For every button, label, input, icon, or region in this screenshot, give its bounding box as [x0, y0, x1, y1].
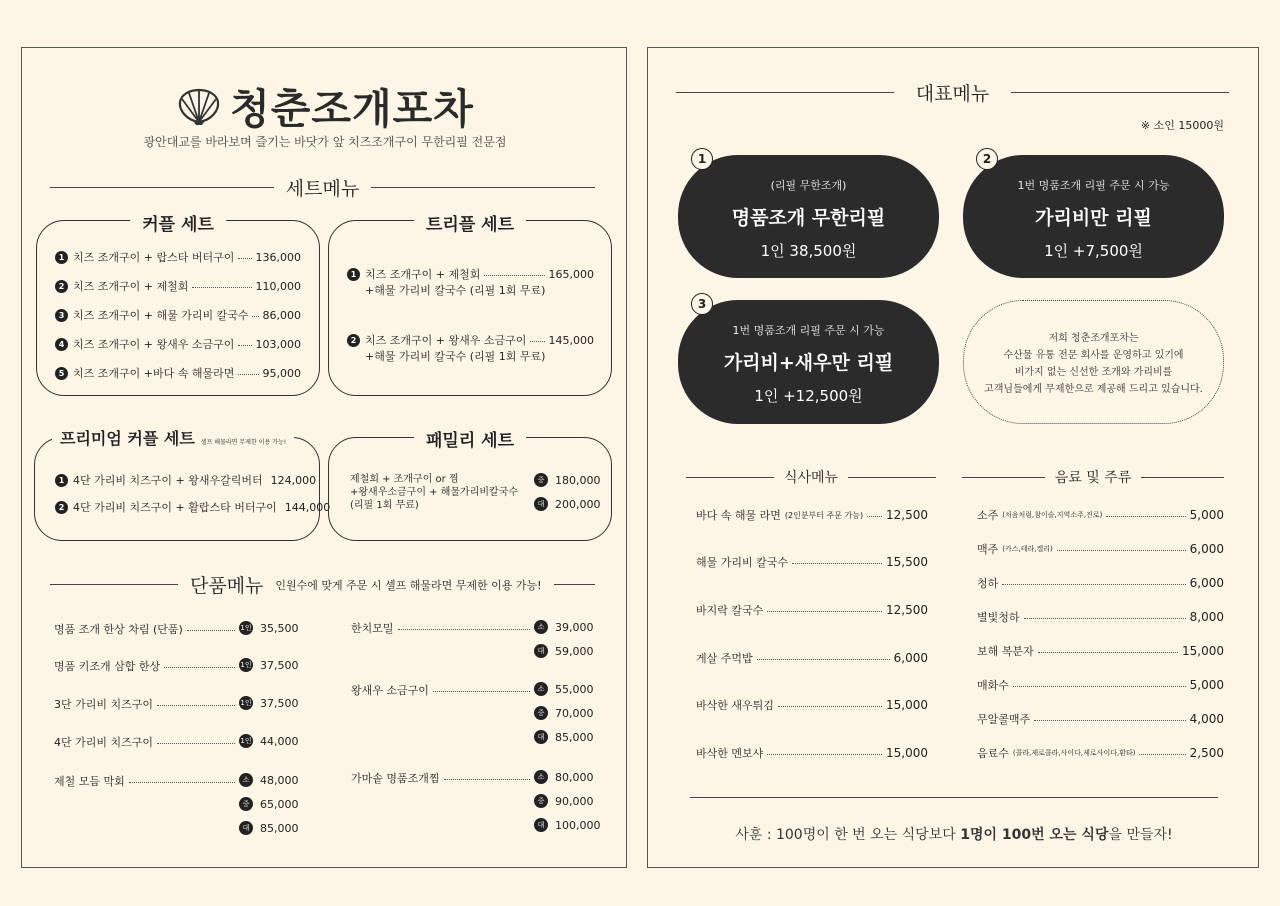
- couple-set-title: 커플 세트: [130, 210, 226, 235]
- size-badge: 대: [534, 497, 548, 511]
- leader-dots: [157, 743, 235, 744]
- about-line: 수산물 유통 전문 회사를 운영하고 있기에: [1003, 350, 1184, 361]
- card-price: 1인 +7,500원: [1044, 242, 1143, 260]
- card-number-3: 3: [691, 293, 713, 315]
- single-menu-note: 인원수에 맞게 주문 시 셀프 해물라면 무제한 이용 가능!: [275, 578, 542, 592]
- size-badge: 소: [239, 773, 253, 787]
- drink-row: [977, 677, 1224, 693]
- item-name: 해물 가리비 칼국수: [696, 556, 789, 569]
- single-menu-row: [54, 658, 239, 674]
- card-note: 1번 명품조개 리필 주문 시 가능: [1017, 179, 1170, 192]
- item-price: 37,500: [260, 696, 299, 710]
- single-menu-row: [54, 773, 239, 789]
- leader-dots: [164, 667, 235, 668]
- card-price: 1인 +12,500원: [754, 387, 863, 405]
- single-menu-price: [534, 644, 594, 658]
- family-line: 제철회 + 조개구이 or 찜: [350, 474, 459, 485]
- about-box: [963, 300, 1224, 424]
- signature-card-3: [678, 300, 939, 424]
- size-badge: 소: [534, 770, 548, 784]
- leader-dots: [1139, 754, 1185, 755]
- item-price: 15,000: [886, 698, 928, 712]
- leader-dots: [187, 630, 235, 631]
- item-name: 바다 속 해물 라면: [696, 509, 781, 522]
- item-price: 5,000: [1189, 508, 1224, 522]
- card-name: 가리비만 리필: [1035, 207, 1152, 229]
- item-name: 4단 가리비 치즈구이 + 왕새우갈릭버터: [73, 474, 263, 487]
- item-name: 별빛청하: [977, 611, 1020, 624]
- item-number: 3: [55, 309, 68, 322]
- leader-dots: [867, 516, 882, 517]
- item-name: 제철 모듬 막회: [54, 775, 125, 788]
- leader-dots: [192, 287, 251, 288]
- drink-row: [977, 507, 1224, 523]
- size-badge: 소: [534, 620, 548, 634]
- card-name: 가리비+새우만 리필: [723, 352, 894, 374]
- item-price: 70,000: [555, 706, 594, 720]
- leader-dots: [444, 779, 530, 780]
- drink-row: [977, 541, 1224, 557]
- item-price: 65,000: [260, 797, 299, 811]
- leader-dots: [1013, 686, 1186, 687]
- size-badge: 중: [534, 706, 548, 720]
- signature-card-1: [678, 155, 939, 278]
- family-line: +왕새우소금구이 + 해물가리비칼국수: [350, 487, 519, 498]
- signature-title: 대표메뉴: [915, 83, 990, 105]
- item-name: 치즈 조개구이 + 해물 가리비 칼국수: [73, 309, 249, 322]
- about-line: 비가지 없는 신선한 조개와 가리비를: [1014, 367, 1173, 378]
- brand-title: 청춘조개포차: [230, 85, 474, 133]
- item-note: (처음처럼,참이슬,지역소주,진로): [1002, 511, 1103, 519]
- card-price: 1인 38,500원: [760, 242, 857, 260]
- motto-post: 을 만들자!: [1108, 827, 1173, 843]
- item-price: 12,500: [886, 603, 928, 617]
- item-price: 44,000: [260, 734, 299, 748]
- leader-dots: [1002, 584, 1185, 585]
- single-menu-price: [534, 620, 594, 634]
- item-number: 4: [55, 338, 68, 351]
- item-name-line2: +해물 가리비 칼국수 (리필 1회 무료): [365, 350, 546, 363]
- item-name: 보해 복분자: [977, 645, 1034, 658]
- leader-dots: [252, 316, 258, 317]
- item-number: 2: [55, 501, 68, 514]
- item-price: 85,000: [555, 730, 594, 744]
- leader-dots: [1106, 516, 1185, 517]
- motto-bold: 1명이 100번 오는 식당: [960, 827, 1109, 843]
- motto-pre: 사훈 : 100명이 한 번 오는 식당보다: [735, 827, 961, 843]
- family-line: (리필 1회 무료): [350, 500, 419, 511]
- family-price-row: [534, 473, 601, 487]
- item-price: 144,000: [284, 500, 331, 514]
- signature-card-2: [963, 155, 1224, 278]
- single-menu-price: [239, 821, 299, 835]
- meal-row: [696, 745, 928, 761]
- item-price: 90,000: [555, 794, 594, 808]
- item-price: 110,000: [255, 279, 301, 293]
- size-badge: 대: [534, 818, 548, 832]
- leader-dots: [238, 258, 251, 259]
- item-price: 6,000: [1189, 542, 1224, 556]
- item-note: (콜라,제로콜라,사이다,제로사이다,환타): [1012, 749, 1136, 757]
- single-menu-heading: [50, 571, 595, 598]
- single-menu-price: [534, 818, 601, 832]
- couple-set-row: [55, 307, 301, 323]
- item-name: 4단 가리비 치즈구이: [54, 736, 153, 749]
- item-name: 치즈 조개구이 + 제철회: [365, 268, 481, 281]
- item-price: 37,500: [260, 658, 299, 672]
- drinks-heading: [962, 467, 1224, 487]
- item-price: 103,000: [255, 337, 301, 351]
- about-line: 저희 청춘조개포차는: [1048, 333, 1139, 344]
- drink-row: [977, 643, 1224, 659]
- single-menu-price: [534, 730, 594, 744]
- item-note: (2인분부터 주문 가능): [784, 510, 864, 520]
- card-note: 1번 명품조개 리필 주문 시 가능: [732, 324, 885, 337]
- left-page: [21, 47, 627, 868]
- signature-heading: [676, 79, 1229, 106]
- single-menu-row: [351, 770, 534, 786]
- leader-dots: [778, 706, 882, 707]
- brand-subtitle: 광안대교를 바라보며 즐기는 바닷가 앞 치즈조개구이 무한리필 전문점: [143, 135, 507, 149]
- item-price: 180,000: [555, 473, 601, 487]
- item-name: 바삭한 멘보샤: [696, 747, 764, 760]
- single-menu-row: [54, 734, 239, 750]
- item-number: 2: [55, 280, 68, 293]
- item-price: 2,500: [1189, 746, 1224, 760]
- premium-set-row: [55, 472, 317, 488]
- item-price: 12,500: [886, 508, 928, 522]
- leader-dots: [1034, 720, 1186, 721]
- single-menu-row: [351, 620, 534, 636]
- item-name: 매화수: [977, 679, 1009, 692]
- item-name: 한치모밀: [351, 622, 394, 635]
- single-menu-price: [239, 696, 299, 710]
- single-menu-title: 단품메뉴: [190, 575, 264, 597]
- about-line: 고객님들에게 무제한으로 제공해 드리고 있습니다.: [984, 384, 1203, 395]
- leader-dots: [530, 341, 544, 342]
- item-price: 39,000: [555, 620, 594, 634]
- item-price: 95,000: [262, 366, 301, 380]
- item-name: 바삭한 새우튀김: [696, 699, 774, 712]
- item-name: 맥주: [977, 543, 999, 556]
- size-badge: 1인: [239, 658, 253, 672]
- single-menu-price: [534, 706, 594, 720]
- item-price: 124,000: [270, 473, 317, 487]
- premium-set-note: 셀프 해물라면 무제한 이용 가능!: [200, 439, 287, 446]
- item-price: 100,000: [555, 818, 601, 832]
- meal-row: [696, 602, 928, 618]
- item-number: 2: [347, 334, 360, 347]
- item-price: 136,000: [255, 250, 301, 264]
- shell-icon: [176, 86, 222, 126]
- triple-set-row: [347, 332, 594, 348]
- size-badge: 1인: [239, 696, 253, 710]
- size-badge: 1인: [239, 621, 253, 635]
- meal-row: [696, 507, 928, 523]
- size-badge: 중: [534, 473, 548, 487]
- set-menu-title: 세트메뉴: [285, 178, 360, 200]
- item-name: 치즈 조개구이 + 랍스타 버터구이: [73, 251, 235, 264]
- leader-dots: [767, 754, 882, 755]
- item-name-line2: +해물 가리비 칼국수 (리필 1회 무료): [365, 284, 546, 297]
- item-number: 5: [55, 367, 68, 380]
- premium-set-title: 프리미엄 커플 세트: [60, 429, 195, 448]
- item-price: 15,500: [886, 555, 928, 569]
- item-name: 치즈 조개구이 + 제철회: [73, 280, 189, 293]
- size-badge: 대: [239, 821, 253, 835]
- item-price: 59,000: [555, 644, 594, 658]
- set-menu-heading: [50, 174, 595, 201]
- meals-title: 식사메뉴: [783, 470, 839, 486]
- item-name: 명품 조개 한상 차림 (단품): [54, 623, 183, 636]
- item-price: 6,000: [893, 651, 928, 665]
- card-number-1: 1: [691, 148, 713, 170]
- item-price: 165,000: [548, 267, 594, 281]
- brand-header: [22, 76, 628, 135]
- premium-set-row: [55, 499, 331, 515]
- item-note: (카스,테라,켈리): [1002, 545, 1053, 553]
- item-price: 4,000: [1189, 712, 1224, 726]
- couple-set-row: [55, 278, 301, 294]
- single-menu-row: [351, 682, 534, 698]
- family-set-desc: [350, 473, 518, 512]
- size-badge: 중: [534, 794, 548, 808]
- leader-dots: [1057, 550, 1186, 551]
- item-name: 치즈 조개구이 + 왕새우 소금구이: [365, 334, 527, 347]
- item-price: 6,000: [1189, 576, 1224, 590]
- size-badge: 중: [239, 797, 253, 811]
- card-note: (리필 무한조개): [770, 179, 847, 192]
- drink-row: [977, 609, 1224, 625]
- item-price: 200,000: [555, 497, 601, 511]
- meal-row: [696, 697, 928, 713]
- triple-set-row: [347, 266, 594, 282]
- size-badge: 대: [534, 644, 548, 658]
- motto: [648, 824, 1260, 844]
- meals-heading: [686, 467, 936, 487]
- leader-dots: [1038, 652, 1178, 653]
- size-badge: 소: [534, 682, 548, 696]
- family-price-row: [534, 497, 601, 511]
- item-price: 85,000: [260, 821, 299, 835]
- item-name: 소주: [977, 509, 999, 522]
- triple-set-box: [328, 220, 612, 396]
- item-number: 1: [55, 474, 68, 487]
- couple-set-row: [55, 336, 301, 352]
- child-price-note: ※ 소인 15000원: [1140, 119, 1224, 132]
- card-number-2: 2: [976, 148, 998, 170]
- item-price: 55,000: [555, 682, 594, 696]
- item-price: 5,000: [1189, 678, 1224, 692]
- item-number: 1: [55, 251, 68, 264]
- item-price: 8,000: [1189, 610, 1224, 624]
- item-name: 청하: [977, 577, 999, 590]
- meal-row: [696, 650, 928, 666]
- leader-dots: [484, 275, 544, 276]
- item-name: 왕새우 소금구이: [351, 684, 429, 697]
- item-name: 무알콜맥주: [977, 713, 1031, 726]
- item-name: 음료수: [977, 747, 1009, 760]
- drinks-title: 음료 및 주류: [1054, 470, 1132, 486]
- single-menu-price: [534, 770, 594, 784]
- premium-set-title-wrap: [52, 426, 294, 449]
- drink-row: [977, 745, 1224, 761]
- item-price: 15,000: [1182, 644, 1224, 658]
- single-menu-row: [54, 696, 239, 712]
- leader-dots: [238, 374, 258, 375]
- couple-set-row: [55, 365, 301, 381]
- right-page: [647, 47, 1259, 868]
- leader-dots: [238, 345, 251, 346]
- item-price: 15,000: [886, 746, 928, 760]
- item-name: 4단 가리비 치즈구이 + 활랍스타 버터구이: [73, 501, 277, 514]
- item-price: 35,500: [260, 621, 299, 635]
- item-name: 치즈 조개구이 + 왕새우 소금구이: [73, 338, 235, 351]
- item-name: 3단 가리비 치즈구이: [54, 698, 153, 711]
- leader-dots: [767, 611, 882, 612]
- meal-row: [696, 554, 928, 570]
- item-price: 48,000: [260, 773, 299, 787]
- size-badge: 1인: [239, 734, 253, 748]
- couple-set-row: [55, 249, 301, 265]
- item-name: 명품 키조개 삼합 한상: [54, 660, 161, 673]
- premium-set-box: [34, 437, 320, 541]
- leader-dots: [757, 659, 890, 660]
- footer-divider: [690, 797, 1218, 798]
- single-menu-price: [239, 773, 299, 787]
- size-badge: 대: [534, 730, 548, 744]
- item-price: 145,000: [548, 333, 594, 347]
- leader-dots: [129, 782, 235, 783]
- leader-dots: [398, 629, 530, 630]
- leader-dots: [1024, 618, 1186, 619]
- item-name: 가마솥 명품조개찜: [351, 772, 440, 785]
- item-price: 86,000: [262, 308, 301, 322]
- item-name: 게살 주먹밥: [696, 652, 753, 665]
- item-number: 1: [347, 268, 360, 281]
- single-menu-price: [534, 682, 594, 696]
- item-price: 80,000: [555, 770, 594, 784]
- single-menu-row: [54, 621, 239, 637]
- leader-dots: [792, 563, 882, 564]
- card-name: 명품조개 무한리필: [731, 207, 886, 229]
- triple-set-title: 트리플 세트: [414, 210, 526, 235]
- single-menu-price: [534, 794, 594, 808]
- family-set-title: 패밀리 세트: [414, 426, 526, 451]
- item-name: 바지락 칼국수: [696, 604, 764, 617]
- drink-row: [977, 711, 1224, 727]
- single-menu-price: [239, 621, 299, 635]
- item-name: 치즈 조개구이 +바다 속 해물라면: [73, 367, 235, 380]
- single-menu-price: [239, 734, 299, 748]
- drink-row: [977, 575, 1224, 591]
- single-menu-price: [239, 658, 299, 672]
- leader-dots: [433, 691, 530, 692]
- single-menu-price: [239, 797, 299, 811]
- leader-dots: [157, 705, 235, 706]
